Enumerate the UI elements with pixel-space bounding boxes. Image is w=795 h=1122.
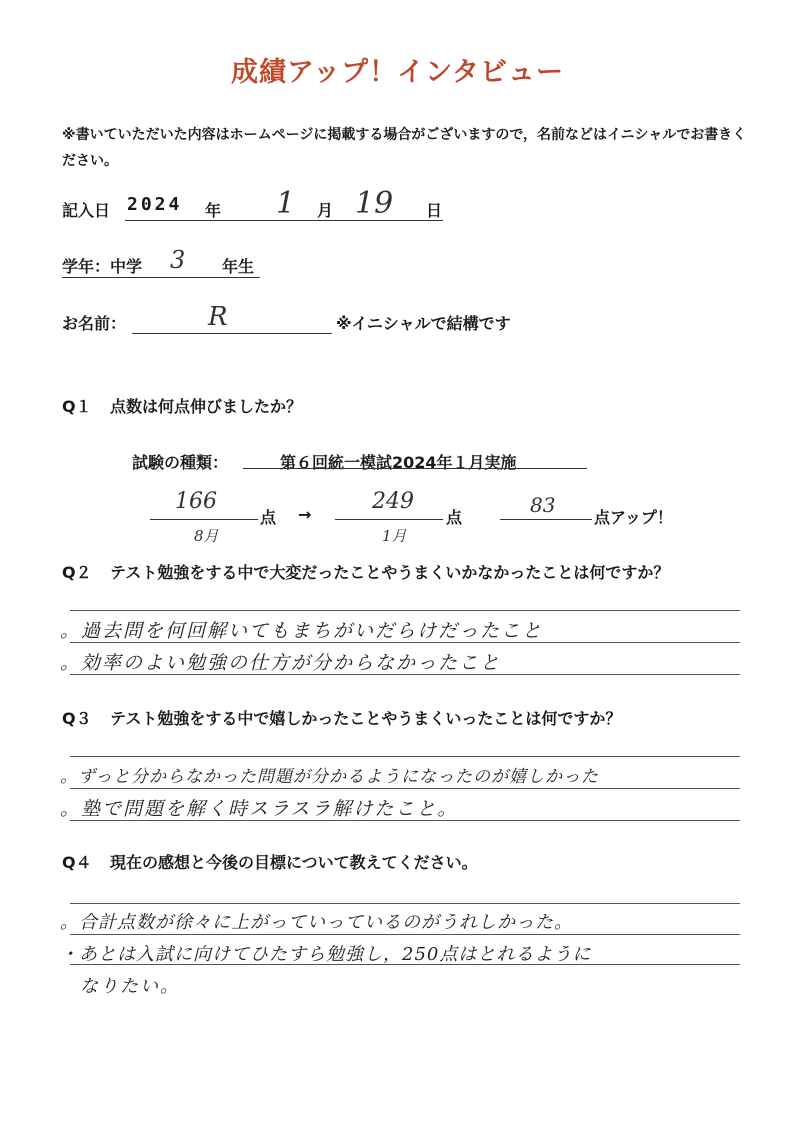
q3-rule-3 (70, 820, 740, 821)
gain-suffix: 点アップ！ (594, 508, 673, 527)
gain-underline (500, 519, 592, 520)
after-underline (335, 519, 443, 520)
page-title: 成績アップ！インタビュー (230, 57, 565, 88)
q4-rule-3 (70, 964, 740, 965)
q2-rule-1 (70, 610, 740, 611)
date-month[interactable]: 1 (276, 186, 296, 221)
grade-value[interactable]: 3 (170, 246, 186, 274)
date-day-unit: 日 (426, 201, 443, 220)
name-hint: ※イニシャルで結構です (336, 314, 511, 333)
before-underline (150, 519, 258, 520)
date-label: 記入日 (62, 201, 111, 220)
q3-answer-1[interactable]: 。ずっと分からなかった問題が分かるようになったのが嬉しかった (60, 767, 599, 787)
q4-question: 現在の感想と今後の目標について教えてください。 (110, 853, 478, 872)
date-year-unit: 年 (205, 201, 222, 220)
q3-answer-2[interactable]: 。塾で問題を解く時スラスラ解けたこと。 (60, 798, 459, 820)
instruction-note: ※書いていただいた内容はホームページに掲載する場合がございますので，名前などはイニシャルでお書きください。 (62, 127, 747, 169)
q4-rule-2 (70, 934, 740, 935)
name-underline (132, 333, 332, 334)
q1-question: 点数は何点伸びましたか？ (110, 397, 303, 416)
date-year[interactable]: 2024 (127, 194, 183, 215)
q2-rule-2 (70, 642, 740, 643)
grade-underline (62, 277, 260, 278)
q3-rule-1 (70, 756, 740, 757)
name-value[interactable]: R (208, 302, 228, 332)
gain-value[interactable]: 83 (530, 493, 556, 517)
q4-answer-3[interactable]: なりたい。 (80, 976, 180, 997)
grade-label: 学年：中学 (62, 257, 143, 276)
q2-number: Q２ (62, 563, 92, 582)
q4-rule-1 (70, 903, 740, 904)
before-score[interactable]: 166 (175, 489, 217, 514)
q3-rule-2 (70, 788, 740, 789)
q3-number: Q３ (62, 709, 92, 728)
after-month: 1月 (382, 527, 407, 545)
arrow-icon: → (298, 505, 312, 524)
date-underline (125, 220, 443, 221)
exam-underline (243, 468, 587, 469)
date-month-unit: 月 (317, 201, 334, 220)
name-label: お名前： (62, 314, 127, 333)
q1-number: Q１ (62, 397, 92, 416)
before-score-unit: 点 (260, 508, 277, 527)
date-day[interactable]: 19 (355, 186, 394, 221)
q2-rule-3 (70, 674, 740, 675)
q2-answer-1[interactable]: 。過去問を何回解いてもまちがいだらけだったこと (60, 620, 544, 642)
q4-answer-2[interactable]: ・あとは入試に向けてひたすら勉強し，250点はとれるように (60, 944, 592, 965)
before-month: 8月 (194, 527, 219, 545)
grade-suffix: 年生 (222, 257, 255, 276)
after-score[interactable]: 249 (372, 489, 414, 514)
exam-value[interactable]: 第６回統一模試2024年１月実施 (280, 453, 517, 472)
after-score-unit: 点 (446, 508, 463, 527)
exam-label: 試験の種類： (132, 453, 229, 472)
q4-number: Q４ (62, 853, 92, 872)
q3-question: テスト勉強をする中で嬉しかったことやうまくいったことは何ですか？ (110, 709, 622, 728)
q4-answer-1[interactable]: 。合計点数が徐々に上がっていっているのがうれしかった。 (60, 912, 573, 933)
q2-answer-2[interactable]: 。効率のよい勉強の仕方が分からなかったこと (60, 652, 502, 674)
q2-question: テスト勉強をする中で大変だったことやうまくいかなかったことは何ですか？ (110, 563, 670, 582)
